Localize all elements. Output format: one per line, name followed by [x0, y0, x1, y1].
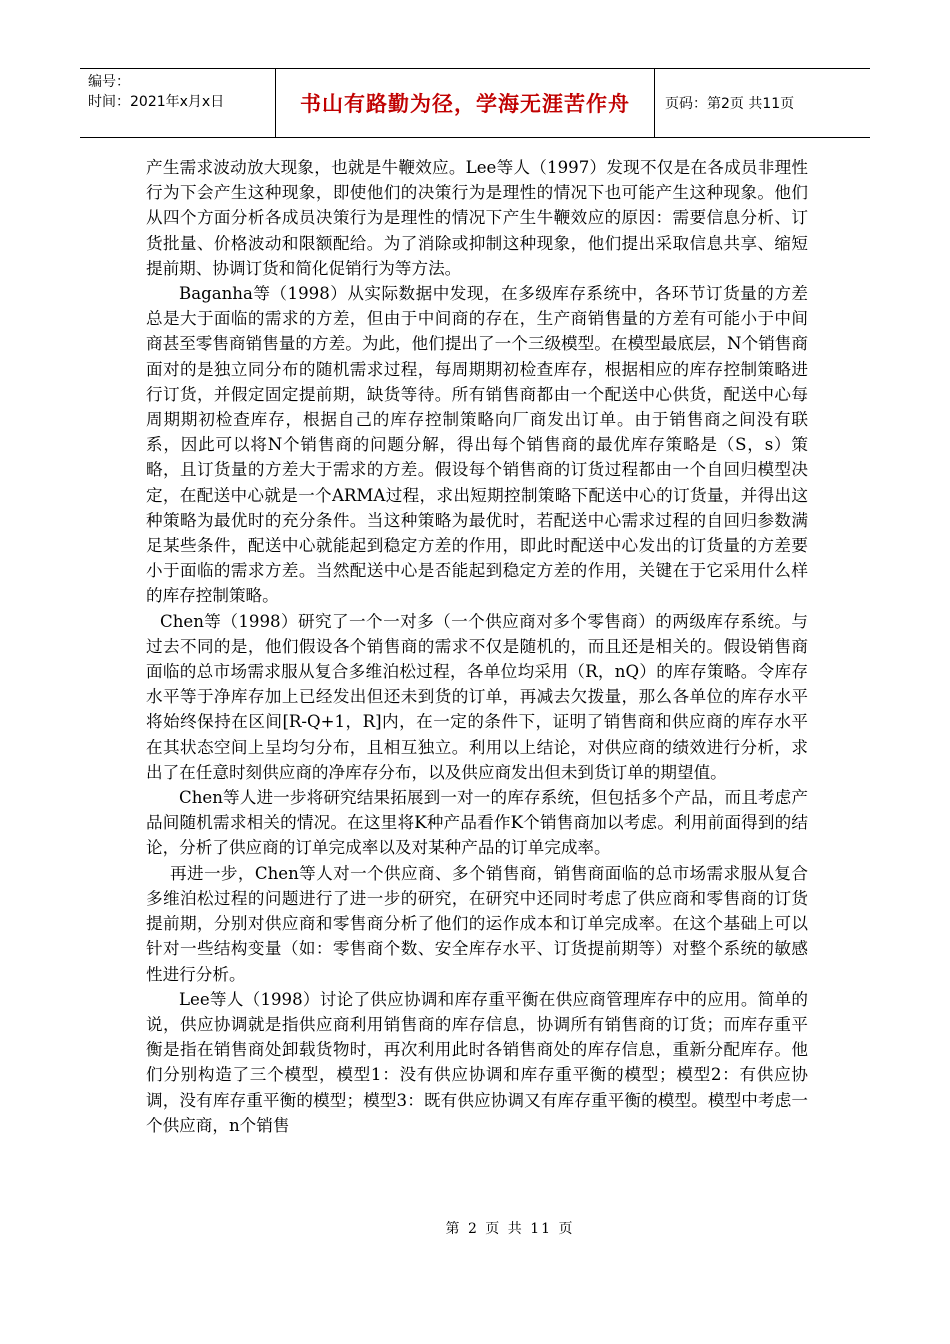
paragraph: Chen等（1998）研究了一个一对多（一个供应商对多个零售商）的两级库存系统。与过去不同的是，他们假设各个销售商的需求不仅是随机的，而且还是相关的。假设销售商面临的总市场需求服从复合多维泊松过程，各单位均采用（R，nQ）的库存策略。令库存水平等于净库存加上已经发出但还未到货的订单，再减去欠拨量，那么各单位的库存水平将始终保持在区间[R-Q+1，R]内，在一定的条件下，证明了销售商和供应商的库存水平在其状态空间上呈均匀分布，且相互独立。利用以上结论，对供应商的绩效进行分析，求出了在任意时刻供应商的净库存分布，以及供应商发出但未到货订单的期望值。: [146, 611, 808, 782]
paragraph: Chen等人进一步将研究结果拓展到一对一的库存系统，但包括多个产品，而且考虑产品间随机需求相关的情况。在这里将K种产品看作K个销售商加以考虑。利用前面得到的结论，分析了供应商的订单完成率以及对某种产品的订单完成率。: [146, 788, 808, 858]
page-header: [80, 68, 870, 138]
time-label: 时间：2021年x月x日: [88, 94, 225, 110]
paragraph: Lee等人（1998）讨论了供应协调和库存重平衡在供应商管理库存中的应用。简单的说，供应协调就是指供应商利用销售商的库存信息，协调所有销售商的订货；而库存重平衡是指在销售商处卸载货物时，再次利用此时各销售商处的库存信息，重新分配库存。他们分别构造了三个模型，模型1：没有供应协调和库存重平衡的模型；模型2：有供应协调，没有库存重平衡的模型；模型3：既有供应协调又有库存重平衡的模型。模型中考虑一个供应商，n个销售: [146, 989, 808, 1135]
page-footer: 第 2 页 共 11 页: [445, 1221, 575, 1237]
header-motto: 书山有路勤为径，学海无涯苦作舟: [276, 69, 655, 137]
paragraph: 产生需求波动放大现象，也就是牛鞭效应。Lee等人（1997）发现不仅是在各成员非理性行为下会产生这种现象，即使他们的决策行为是理性的情况下也可能产生这种现象。他们从四个方面分析各成员决策行为是理性的情况下产生牛鞭效应的原因：需要信息分析、订货批量、价格波动和限额配给。为了消除或抑制这种现象，他们提出采取信息共享、缩短提前期、协调订货和简化促销行为等方法。: [146, 158, 808, 278]
document-body: [146, 155, 808, 1138]
paragraph: Baganha等（1998）从实际数据中发现，在多级库存系统中，各环节订货量的方差总是大于面临的需求的方差，但由于中间商的存在，生产商销售量的方差有可能小于中间商甚至零售商销售量的方差。为此，他们提出了一个三级模型。在模型最底层，N个销售商面对的是独立同分布的随机需求过程，每周期期初检查库存，根据相应的库存控制策略进行订货，并假定固定提前期，缺货等待。所有销售商都由一个配送中心供货，配送中心每周期期初检查库存，根据自己的库存控制策略向厂商发出订单。由于销售商之间没有联系，因此可以将N个销售商的问题分解，得出每个销售商的最优库存策略是（S，s）策略，且订货量的方差大于需求的方差。假设每个销售商的订货过程都由一个自回归模型决定，在配送中心就是一个ARMA过程，求出短期控制策略下配送中心的订货量，并得出这种策略为最优时的充分条件。当这种策略为最优时，若配送中心需求过程的自回归参数满足某些条件，配送中心就能起到稳定方差的作用，即此时配送中心发出的订货量的方差要小于面临的需求方差。当然配送中心是否能起到稳定方差的作用，关键在于它采用什么样的库存控制策略。: [146, 284, 808, 606]
code-label: 编号：: [88, 74, 130, 90]
header-meta: [80, 69, 276, 137]
paragraph: 再进一步，Chen等人对一个供应商、多个销售商，销售商面临的总市场需求服从复合多维泊松过程的问题进行了进一步的研究，在研究中还同时考虑了供应商和零售商的订货提前期，分别对供应商和零售商分析了他们的运作成本和订单完成率。在这个基础上可以针对一些结构变量（如：零售商个数、安全库存水平、订货提前期等）对整个系统的敏感性进行分析。: [146, 863, 808, 984]
header-page-label: 页码：第2页 共11页: [665, 96, 795, 112]
